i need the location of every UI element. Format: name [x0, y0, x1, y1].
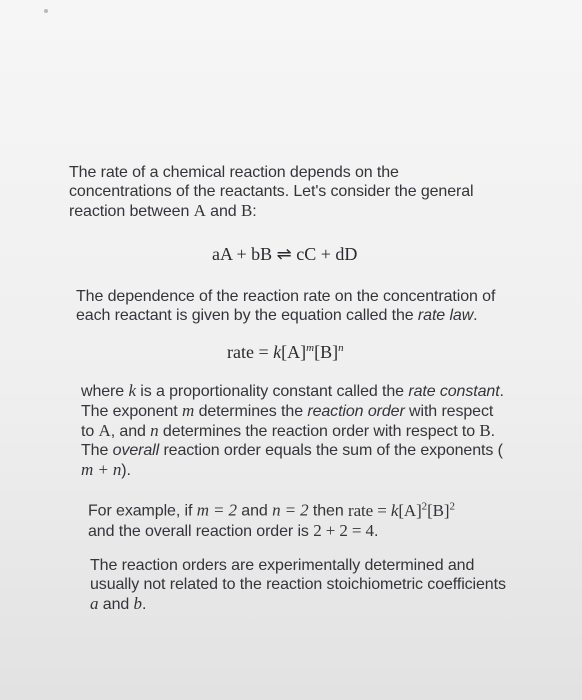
example-k: k	[390, 500, 399, 520]
where-period-1: .	[499, 383, 504, 400]
example-exp-1: 2	[421, 500, 428, 512]
rate-law-equation	[227, 342, 344, 363]
rate-conc-a: [A]	[281, 342, 307, 362]
where-period-3: ).	[121, 462, 131, 479]
where-line-2	[81, 401, 504, 421]
rate-lhs: rate =	[227, 342, 274, 362]
intro-and: and	[210, 203, 237, 220]
example-rate	[348, 501, 455, 520]
where-text-9: The	[81, 442, 109, 459]
where-k: k	[128, 381, 136, 400]
example-text-1: For example, if	[88, 502, 193, 520]
rate-constant-term: rate constant	[408, 383, 500, 400]
where-m: m	[182, 401, 195, 420]
rate-exp-m: m	[306, 342, 315, 354]
dependence-line-2	[76, 306, 495, 325]
example-exp-2: 2	[449, 500, 455, 512]
rate-k: k	[273, 342, 282, 362]
where-text-6: to	[81, 423, 95, 440]
intro-line-1: The rate of a chemical reaction depends on the	[69, 164, 399, 181]
species-b: B	[240, 201, 253, 220]
where-text-3: The exponent	[81, 403, 178, 420]
rate-law-term: rate law	[417, 307, 474, 324]
reaction-order-term: reaction order	[307, 403, 405, 420]
example-conc-a: [A]	[398, 500, 422, 520]
where-line-5	[81, 460, 504, 480]
intro-paragraph	[69, 163, 474, 221]
where-text-10: reaction order equals the sum of the exponents (	[163, 442, 503, 459]
where-line-1	[81, 381, 504, 401]
where-text-8: determines the reaction order with respect to	[162, 423, 476, 440]
where-text-5: with respect	[409, 403, 494, 420]
orders-and: and	[102, 596, 130, 613]
where-line-4	[81, 441, 504, 460]
where-text-4: determines the	[198, 403, 303, 420]
orders-line-2: usually not related to the reaction stoichiometric coefficients	[90, 576, 506, 593]
overall-term: overall	[112, 442, 160, 459]
example-n: n = 2	[272, 500, 309, 520]
reaction-equation: aA + bB ⇌ cC + dD	[212, 244, 358, 264]
example-and: and	[241, 502, 268, 520]
dependence-period: .	[473, 307, 478, 324]
rate-conc-b: [B]	[314, 342, 339, 362]
rate-exp-n: n	[338, 342, 344, 354]
intro-line-3-text: reaction between	[69, 203, 190, 220]
dependence-line-2-text: each reactant is given by the equation called the	[76, 307, 414, 324]
example-then: then	[312, 502, 344, 520]
where-paragraph	[81, 381, 504, 480]
where-a: A	[98, 421, 111, 440]
orders-paragraph	[90, 556, 506, 614]
example-rate-lhs: rate =	[348, 500, 391, 520]
orders-line-3	[90, 594, 506, 614]
example-text-2: and the overall reaction order is	[88, 522, 309, 540]
example-paragraph	[88, 497, 455, 541]
dependence-line-1: The dependence of the reaction rate on the concentration of	[76, 288, 496, 305]
dependence-paragraph	[76, 287, 495, 325]
orders-b: b	[133, 594, 142, 613]
example-line-1	[88, 497, 455, 521]
dust-speck	[44, 9, 48, 13]
where-text-1: where	[81, 383, 125, 400]
where-text-2: is a proportionality constant called the	[140, 383, 404, 400]
orders-a: a	[90, 594, 99, 613]
intro-colon: :	[252, 203, 257, 220]
species-a: A	[193, 201, 206, 220]
where-n: n	[150, 421, 159, 440]
example-conc-b: [B]	[427, 500, 450, 520]
intro-line-2: concentrations of the reactants. Let's consider the general	[69, 183, 474, 200]
example-sum: 2 + 2 = 4	[313, 520, 374, 540]
example-line-2	[88, 521, 455, 541]
example-period: .	[373, 522, 379, 540]
where-b: B	[479, 421, 491, 440]
orders-line-1: The reaction orders are experimentally determined and	[90, 557, 475, 574]
where-period-2: .	[490, 423, 495, 440]
where-sum: m + n	[81, 460, 122, 479]
orders-end: .	[141, 596, 147, 613]
example-m: m = 2	[196, 500, 237, 520]
where-line-3	[81, 421, 504, 441]
intro-line-3	[69, 201, 474, 221]
where-text-7: , and	[110, 423, 146, 440]
